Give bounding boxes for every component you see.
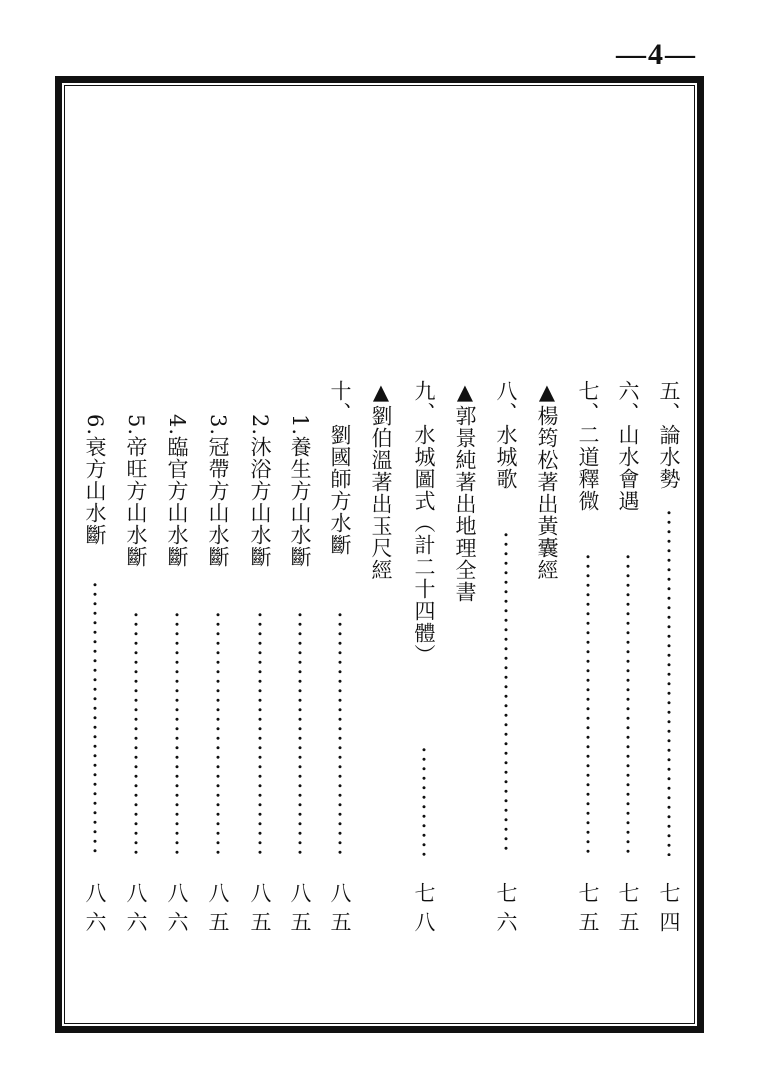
dot-leader — [504, 530, 508, 856]
toc-entry-page: 八六 — [83, 882, 107, 940]
toc-entry-title: 九、水城圖式（計二十四體） — [412, 380, 436, 666]
toc-entry-page: 八五 — [248, 882, 272, 940]
toc-entry[interactable] — [613, 380, 643, 940]
toc-entry-title: 3.冠帶方山水斷 — [206, 414, 230, 569]
dot-leader — [422, 745, 426, 856]
dot-leader — [216, 610, 220, 856]
toc-entry[interactable] — [491, 380, 521, 940]
toc-entry[interactable] — [573, 380, 603, 940]
dot-leader — [338, 610, 342, 856]
toc-entry-title: 十、劉國師方水斷 — [328, 380, 352, 556]
dot-leader — [298, 610, 302, 856]
toc-entry[interactable] — [245, 380, 275, 940]
dot-leader — [667, 508, 671, 856]
toc-entry-page: 八五 — [288, 882, 312, 940]
toc-entry-title: 八、水城歌 — [494, 380, 518, 490]
toc-entry[interactable] — [409, 380, 439, 940]
dot-leader — [586, 552, 590, 856]
toc-entry[interactable] — [162, 380, 192, 940]
dot-leader — [175, 610, 179, 856]
toc-entry-page: 八五 — [206, 882, 230, 940]
toc-entry-title: 七、二道釋微 — [576, 380, 600, 512]
toc-entry-title: 5.帝旺方山水斷 — [124, 414, 148, 569]
toc-section-heading: ▲劉伯溫著出玉尺經 — [369, 380, 393, 581]
toc-entry-page: 八六 — [165, 882, 189, 940]
toc-entry[interactable] — [325, 380, 355, 940]
page-number: —4— — [616, 38, 697, 71]
toc-entry-title: 1.養生方山水斷 — [288, 414, 312, 569]
toc-section-heading: ▲楊筠松著出黃囊經 — [535, 380, 559, 581]
toc-entry-title: 6.衰方山水斷 — [83, 414, 107, 547]
toc-entry[interactable] — [654, 380, 684, 940]
toc-entry-title: 五、論水勢 — [657, 380, 681, 490]
toc-entry-page: 八五 — [328, 882, 352, 940]
toc-entry-title: 4.臨官方山水斷 — [165, 414, 189, 569]
dot-leader — [258, 610, 262, 856]
toc-entry-title: 六、山水會遇 — [616, 380, 640, 512]
toc-entry-page: 七五 — [576, 882, 600, 940]
toc-entry-page: 七八 — [412, 882, 436, 940]
dot-leader — [134, 610, 138, 856]
toc-entry[interactable] — [285, 380, 315, 940]
toc-entry-page: 七五 — [616, 882, 640, 940]
toc-entry-title: 2.沐浴方山水斷 — [248, 414, 272, 569]
toc-entry[interactable] — [80, 380, 110, 940]
dot-leader — [626, 552, 630, 856]
toc-entry-page: 七六 — [494, 882, 518, 940]
toc-entry-page: 七四 — [657, 882, 681, 940]
toc-section-heading: ▲郭景純著出地理全書 — [453, 380, 477, 603]
dot-leader — [93, 580, 97, 856]
toc-entry-page: 八六 — [124, 882, 148, 940]
toc-entry[interactable] — [121, 380, 151, 940]
toc-entry[interactable] — [203, 380, 233, 940]
